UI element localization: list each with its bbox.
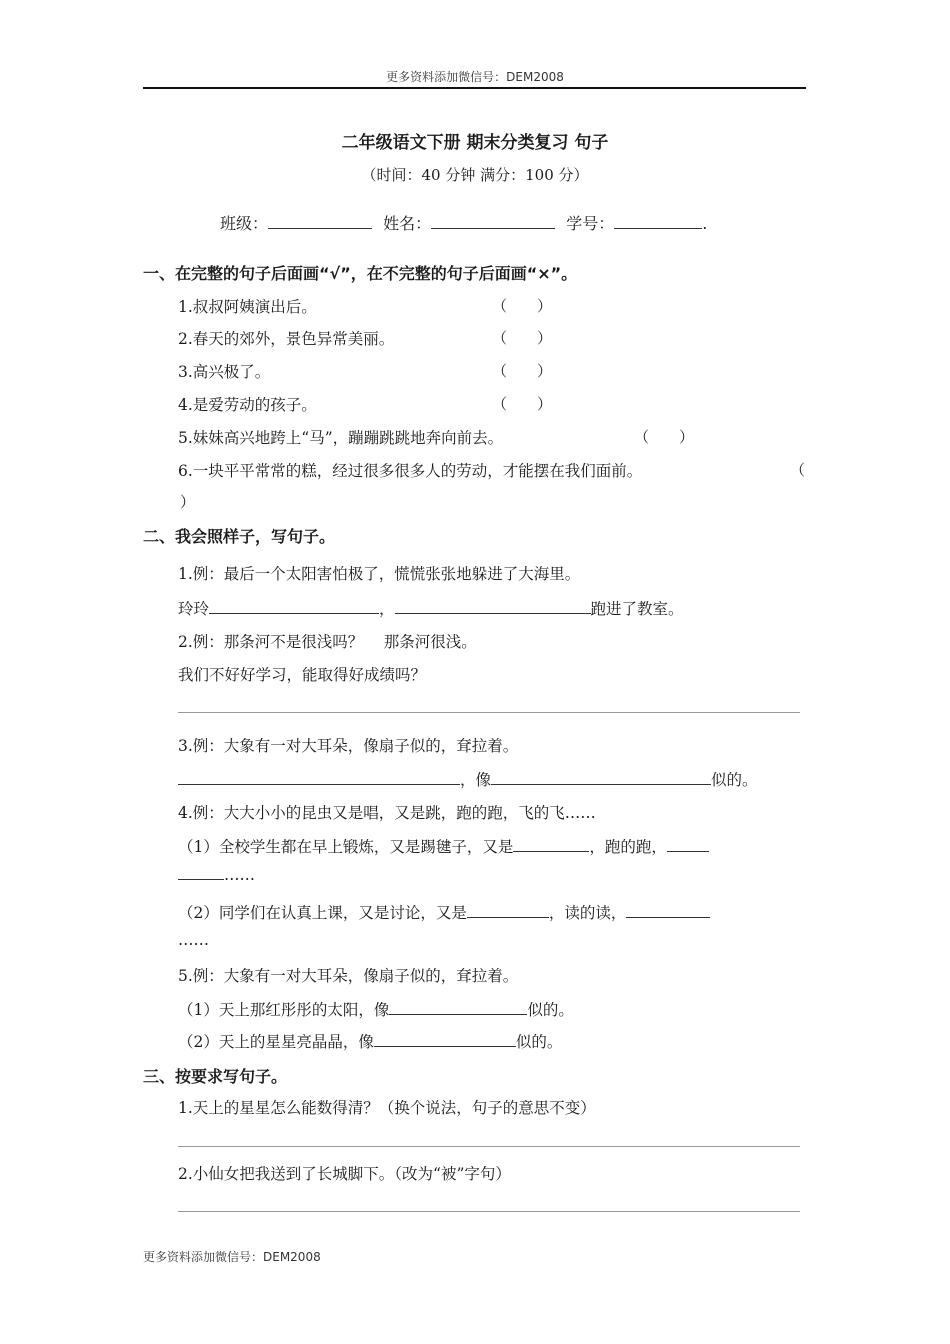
student-info-line [220,211,707,234]
s1-item-2: 2.春天的郊外，景色异常美丽。 [178,330,395,348]
page-footer: 更多资料添加微信号：DEM2008 [143,1250,321,1264]
s2-q4-p1-blank-1[interactable] [513,837,589,852]
class-label: 班级： [220,214,269,233]
s2-q5-p2-b: 似的。 [515,1033,563,1051]
id-blank[interactable] [614,214,702,229]
s2-q5-p1-b: 似的。 [527,1001,574,1019]
section-2-heading: 二、我会照样子，写句子。 [143,527,336,546]
s2-q4-p1-blank-2b[interactable] [178,865,224,880]
s2-q4-p2-blank-2[interactable] [626,903,710,918]
s2-q1-blank-1[interactable] [209,599,379,614]
name-label: 姓名： [383,214,432,233]
s2-q1-a: 玲玲 [178,600,210,618]
s2-q4-part2-cont: …… [178,931,209,949]
s1-item-4: 4.是爱劳动的孩子。 [178,396,317,414]
s2-q5-example: 5.例：大象有一对大耳朵，像扇子似的，耷拉着。 [178,967,519,985]
s2-q5-part2 [178,1030,562,1052]
s2-q4-part2 [178,901,710,923]
s2-q3-blank-1[interactable] [178,770,460,785]
s1-answer-2[interactable]: （ ） [492,329,553,347]
s1-answer-3[interactable]: （ ） [492,362,553,380]
s1-item-6: 6.一块平平常常的糕，经过很多很多人的劳动，才能摆在我们面前。 [178,462,643,480]
s2-q5-p2-blank[interactable] [374,1032,516,1047]
s2-q1-example: 1.例：最后一个太阳害怕极了，慌慌张张地躲进了大海里。 [178,565,581,583]
s1-answer-5[interactable]: （ ） [634,428,695,446]
info-end: . [702,214,708,233]
s1-item-1: 1.叔叔阿姨演出后。 [178,298,317,316]
s2-q4-p2-a: （2）同学们在认真上课，又是讨论，又是 [178,904,467,922]
s2-q4-p1-a: （1）全校学生都在早上锻炼，又是踢毽子，又是 [178,838,514,856]
s2-q1-c: 跑进了教室。 [590,600,684,618]
s2-q5-p2-a: （2）天上的星星亮晶晶，像 [178,1033,374,1051]
s1-answer-1[interactable]: （ ） [492,297,553,315]
s2-q1-answer-line [178,597,684,619]
s2-q2-example: 2.例：那条河不是很浅吗？ 那条河很浅。 [178,633,477,651]
s2-q4-p2-b: ，读的读， [548,904,627,922]
s2-q4-p1-c: …… [224,866,255,884]
s1-item-3: 3.高兴极了。 [178,363,271,381]
s3-q1-answer-line[interactable] [178,1146,800,1147]
s2-q4-part1 [178,835,709,857]
s2-q4-example: 4.例：大大小小的昆虫又是唱，又是跳，跑的跑，飞的飞…… [178,804,596,822]
s2-q4-p1-blank-2[interactable] [667,837,709,852]
s1-answer-6-close[interactable]: ） [180,493,196,511]
section-3-heading: 三、按要求写句子。 [143,1067,288,1086]
s2-q3-answer-line [178,768,758,790]
s1-answer-6-open[interactable]: （ [790,461,806,479]
s2-q3-b: 似的。 [711,771,758,789]
s2-q2-prompt: 我们不好好学习，能取得好成绩吗？ [178,666,427,684]
s3-q2-answer-line[interactable] [178,1211,800,1212]
id-label: 学号： [566,214,615,233]
s2-q5-part1 [178,998,574,1020]
name-blank[interactable] [431,214,555,229]
s2-q3-a: ，像 [460,771,492,789]
header-rule [143,87,806,89]
s2-q4-part1-cont [178,865,255,884]
s3-q2: 2.小仙女把我送到了长城脚下。（改为“被”字句） [178,1165,511,1183]
s3-q1: 1.天上的星星怎么能数得清？（换个说法，句子的意思不变） [178,1099,596,1117]
s2-q4-p2-blank-1[interactable] [467,903,549,918]
section-1-heading: 一、在完整的句子后面画“√”，在不完整的句子后面画“×”。 [143,264,578,283]
class-blank[interactable] [268,214,372,229]
page-header: 更多资料添加微信号：DEM2008 [386,70,564,84]
s1-answer-4[interactable]: （ ） [492,395,553,413]
s2-q1-b: ， [379,600,395,618]
page-subtitle: （时间：40 分钟 满分：100 分） [361,166,589,184]
s2-q3-blank-2[interactable] [491,770,711,785]
s2-q5-p1-blank[interactable] [389,1000,527,1015]
page-title: 二年级语文下册 期末分类复习 句子 [341,133,609,153]
s2-q1-blank-2[interactable] [395,599,591,614]
s2-q5-p1-a: （1）天上那红彤彤的太阳，像 [178,1001,390,1019]
s1-item-5: 5.妹妹高兴地跨上“马”，蹦蹦跳跳地奔向前去。 [178,429,504,447]
s2-q2-answer-line[interactable] [178,712,800,713]
s2-q3-example: 3.例：大象有一对大耳朵，像扇子似的，耷拉着。 [178,737,519,755]
s2-q4-p1-b: ，跑的跑， [589,838,667,856]
